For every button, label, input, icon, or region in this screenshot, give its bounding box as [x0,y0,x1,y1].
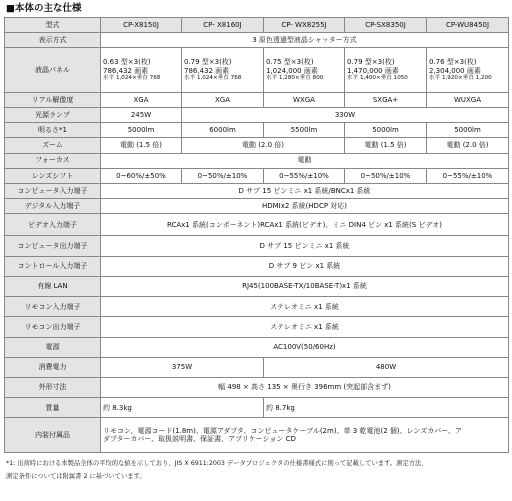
row-label: 電源 [5,337,101,357]
cell-value: 5500lm [264,123,345,138]
cell-value: 幅 498 × 高さ 135 × 奥行き 396mm (突起部含まず) [101,378,509,398]
panel-res: 水平 1,400×垂直 1050 [347,75,408,82]
panel-pixels: 1,024,000 画素 [266,66,318,75]
row-label: レンズシフト [5,168,101,183]
row-label: 表示方式 [5,33,101,48]
cell-value: HDMIx2 系統(HDCP 対応) [101,199,509,214]
row-label: 消費電力 [5,357,101,377]
cell-value: D サブ 9 ピン x1 系統 [101,256,509,276]
cell-value: 3 原色透過型液晶シャッター方式 [101,33,509,48]
cell-value: 電動 (2.0 倍) [182,138,345,153]
table-row [5,123,509,138]
panel-res: 水平 1,024×垂直 768 [184,75,242,82]
cell-value: D サブ 15 ピンミニ x1 系統/BNCx1 系統 [101,183,509,198]
row-label: デジタル入力端子 [5,199,101,214]
footnote-line: 測定条件については附属書 2 に基づいています。 [6,473,146,480]
cell-value: 5000lm [345,123,427,138]
cell-value: RCAx1 系統(コンポーネント)RCAx1 系統(ビデオ)、ミニ DIN4 ピン x1 系統(S ビデオ) [101,214,509,236]
row-label: コンピュータ出力端子 [5,236,101,256]
panel-res: 水平 1,024×垂直 768 [103,75,161,82]
table-row [5,168,509,183]
row-label: 質量 [5,398,101,418]
row-label: コンピュータ入力端子 [5,183,101,198]
panel-cell [182,48,264,93]
cell-value: WUXGA [427,92,509,107]
cell-value: XGA [101,92,182,107]
row-label: 外形寸法 [5,378,101,398]
panel-pixels: 786,432 画素 [103,66,149,75]
cell-value: 電動 (1.5 倍) [345,138,427,153]
panel-cell [345,48,427,93]
row-label: 明るさ*1 [5,123,101,138]
cell-value: 0~50%/±10% [182,168,264,183]
spec-table [4,17,509,453]
cell-value: 電動 (1.5 倍) [101,138,182,153]
cell-value: 0~55%/±10% [427,168,509,183]
table-row [5,357,509,377]
table-row [5,48,509,93]
table-row [5,317,509,337]
cell-value: XGA [182,92,264,107]
table-row-header [5,18,509,33]
row-label: リアル解像度 [5,92,101,107]
table-row [5,236,509,256]
cell-value: 5000lm [101,123,182,138]
row-label: ビデオ入力端子 [5,214,101,236]
header-model: CP-X8150J [101,18,182,33]
row-label: コントロール入力端子 [5,256,101,276]
header-model: CP- WX8255J [264,18,345,33]
cell-value: 約 8.7kg [264,398,509,418]
cell-value: WXGA [264,92,345,107]
table-row [5,199,509,214]
panel-cell [427,48,509,93]
accessories-line: ダプターカバー、取扱説明書、保証書、アプリケーション CD [103,435,296,444]
cell-value: D サブ 15 ピンミニ x1 系統 [101,236,509,256]
cell-value: 0~55%/±10% [264,168,345,183]
accessories-line: リモコン、電源コード(1.8m)、電源アダプタ、コンピュータケーブル(2m)、単 3 乾電池(2 個)、レンズカバー、ア [103,426,462,435]
panel-size: 0.76 型×3(枚) [429,58,477,67]
row-label: 有線 LAN [5,276,101,296]
cell-value: ステレオミニ x1 系統 [101,317,509,337]
cell-value: AC100V(50/60Hz) [101,337,509,357]
cell-value: RJ45(100BASE-TX/10BASE-T)x1 系統 [101,276,509,296]
table-row [5,378,509,398]
table-row [5,337,509,357]
cell-value: ステレオミニ x1 系統 [101,297,509,317]
panel-size: 0.79 型×3(枚) [347,58,395,67]
cell-value: 0~60%/±50% [101,168,182,183]
cell-value: 480W [264,357,509,377]
page-title: ■本体の主な仕様 [6,3,82,14]
panel-pixels: 2,304,000 画素 [429,66,481,75]
cell-value: SXGA+ [345,92,427,107]
cell-value: 0~50%/±10% [345,168,427,183]
row-label: フォーカス [5,153,101,168]
header-label: 型式 [5,18,101,33]
panel-size: 0.63 型×3(枚) [103,58,151,67]
table-row [5,138,509,153]
table-row [5,256,509,276]
panel-pixels: 786,432 画素 [184,66,230,75]
cell-value: 約 8.3kg [101,398,264,418]
cell-value: 5000lm [427,123,509,138]
row-label: 光源ランプ [5,108,101,123]
accessories-cell [101,418,509,453]
table-row [5,418,509,453]
header-model: CP- X8160J [182,18,264,33]
row-label: ズーム [5,138,101,153]
cell-value: 375W [101,357,264,377]
footnote [6,457,506,483]
row-label: リモコン出力端子 [5,317,101,337]
table-row [5,92,509,107]
cell-value: 330W [182,108,509,123]
panel-size: 0.75 型×3(枚) [266,58,314,67]
row-label: 液晶パネル [5,48,101,93]
panel-res: 水平 1,920×垂直 1,200 [429,75,492,82]
table-row [5,398,509,418]
header-model: CP-WU8450J [427,18,509,33]
row-label: 内装付属品 [5,418,101,453]
panel-size: 0.79 型×3(枚) [184,58,232,67]
header-model: CP-SX8350J [345,18,427,33]
cell-value: 6000lm [182,123,264,138]
table-row [5,276,509,296]
table-row [5,153,509,168]
panel-res: 水平 1,280×垂直 800 [266,75,324,82]
panel-cell [264,48,345,93]
table-row [5,108,509,123]
table-row [5,33,509,48]
panel-cell [101,48,182,93]
footnote-line: *1: 出荷時における本製品全体の平均的な値を示しており、JIS X 6911:2003 データプロジェクタの仕様書様式に則って記載しています。測定方法、 [6,460,428,467]
panel-pixels: 1,470,000 画素 [347,66,399,75]
table-row [5,214,509,236]
table-row [5,297,509,317]
cell-value: 245W [101,108,182,123]
cell-value: 電動 [101,153,509,168]
cell-value: 電動 (2.0 倍) [427,138,509,153]
table-row [5,183,509,198]
row-label: リモコン入力端子 [5,297,101,317]
